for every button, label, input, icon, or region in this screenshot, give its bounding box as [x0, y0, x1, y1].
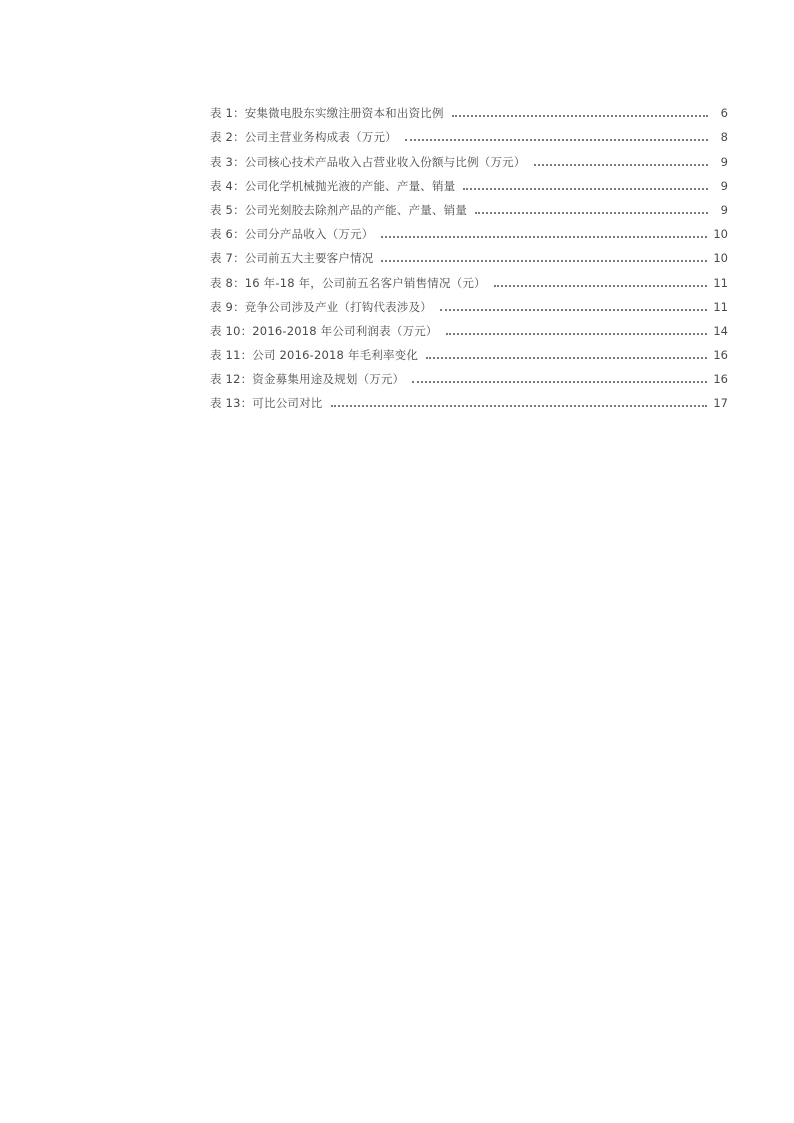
- toc-dot-leader: [381, 260, 707, 262]
- toc-entry-page: 10: [713, 251, 728, 266]
- toc-entry-page: 6: [720, 106, 728, 121]
- toc-entry-label: 表 7：公司前五大主要客户情况: [210, 251, 374, 266]
- toc-dot-leader: [381, 236, 707, 238]
- toc-dot-leader: [405, 139, 708, 141]
- toc-entry-page: 11: [713, 275, 728, 290]
- toc-entry-page: 9: [720, 202, 728, 217]
- toc-entry-label: 表 5：公司光刻胶去除剂产品的产能、产量、销量: [210, 202, 468, 217]
- toc-entry-page: 8: [720, 130, 728, 145]
- toc-entry-label: 表 6：公司分产品收入（万元）: [210, 227, 374, 242]
- toc-entry[interactable]: [210, 314, 730, 338]
- toc-entry[interactable]: [210, 362, 730, 386]
- toc-entry[interactable]: [210, 120, 730, 144]
- toc-entry-page: 9: [720, 178, 728, 193]
- toc-entry-page: 10: [713, 227, 728, 242]
- toc-dot-leader: [475, 212, 708, 214]
- toc-entry[interactable]: [210, 386, 730, 410]
- toc-entry-page: 11: [713, 299, 728, 314]
- toc-entry-page: 9: [720, 154, 728, 169]
- toc-entry-label: 表 4：公司化学机械抛光液的产能、产量、销量: [210, 178, 456, 193]
- toc-dot-leader: [463, 188, 708, 190]
- toc-entry-page: 17: [713, 396, 728, 411]
- toc-entry[interactable]: [210, 241, 730, 265]
- toc-entry[interactable]: [210, 96, 730, 120]
- toc-dot-leader: [331, 405, 708, 407]
- toc-entry[interactable]: [210, 217, 730, 241]
- toc-entry-page: 14: [713, 323, 728, 338]
- toc-entry[interactable]: [210, 338, 730, 362]
- toc-entry-label: 表 10：2016-2018 年公司利润表（万元）: [210, 323, 438, 338]
- toc-entry-label: 表 8：16 年-18 年，公司前五名客户销售情况（元）: [210, 275, 486, 290]
- toc-entry-page: 16: [713, 372, 728, 387]
- toc-entry-label: 表 9：竞争公司涉及产业（打钩代表涉及）: [210, 299, 432, 314]
- toc-entry-page: 16: [713, 348, 728, 363]
- table-of-contents: [210, 96, 730, 410]
- toc-entry[interactable]: [210, 193, 730, 217]
- toc-entry[interactable]: [210, 169, 730, 193]
- toc-dot-leader: [494, 285, 708, 287]
- toc-dot-leader: [440, 309, 707, 311]
- toc-dot-leader: [452, 115, 708, 117]
- toc-entry[interactable]: [210, 144, 730, 168]
- toc-dot-leader: [412, 381, 707, 383]
- toc-entry-label: 表 12：资金募集用途及规划（万元）: [210, 372, 405, 387]
- toc-dot-leader: [446, 333, 708, 335]
- toc-dot-leader: [534, 164, 708, 166]
- toc-entry-label: 表 2：公司主营业务构成表（万元）: [210, 130, 397, 145]
- toc-entry[interactable]: [210, 290, 730, 314]
- toc-entry[interactable]: [210, 265, 730, 289]
- toc-entry-label: 表 13：可比公司对比: [210, 396, 323, 411]
- toc-dot-leader: [426, 357, 707, 359]
- toc-entry-label: 表 1：安集微电股东实缴注册资本和出资比例: [210, 106, 444, 121]
- toc-entry-label: 表 11：公司 2016-2018 年毛利率变化: [210, 348, 419, 363]
- toc-entry-label: 表 3：公司核心技术产品收入占营业收入份额与比例（万元）: [210, 154, 526, 169]
